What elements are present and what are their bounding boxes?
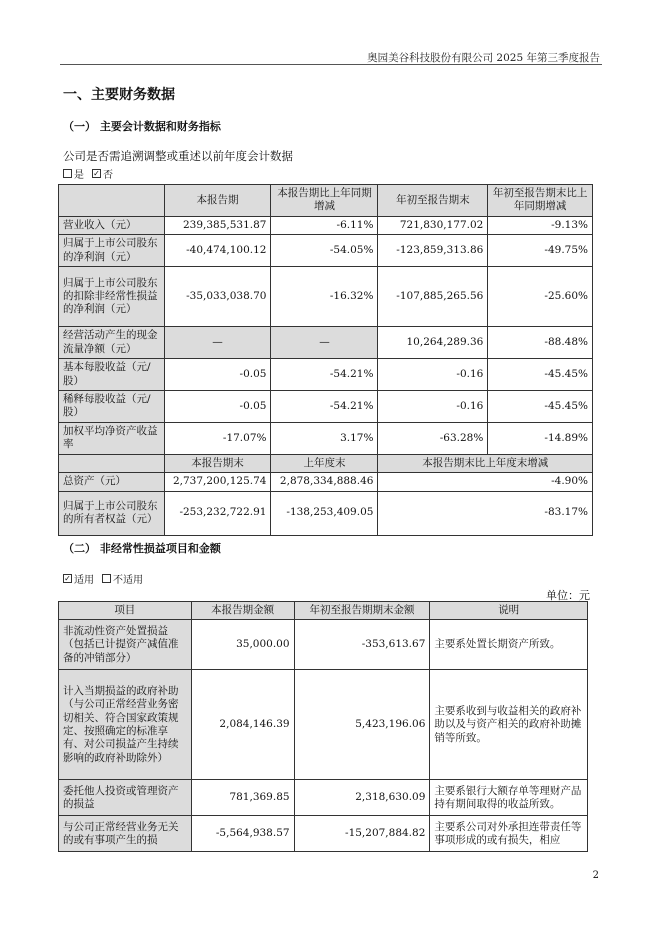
not-applies-checkbox[interactable] [102,574,111,583]
table-header-row [59,185,593,217]
section-title-financial-data: 一、主要财务数据 [63,87,175,103]
column-header: 上年度末 [271,454,378,472]
cell-value: -25.60% [488,267,593,327]
restatement-question: 公司是否需追溯调整或重述以前年度会计数据 [63,149,293,163]
table-row [59,422,593,454]
nonrecurring-items-table [58,601,588,852]
cell-value: -6.11% [271,216,378,234]
cell-value: -49.75% [488,235,593,267]
applicability-choice [63,571,143,586]
cell-value: -5,564,938.57 [191,816,294,852]
table-row [59,491,593,535]
table-row [59,473,593,491]
cell-value: -4.90% [378,473,593,491]
table-row [59,816,588,852]
restatement-choice [63,166,113,181]
table-row [59,670,588,780]
unit-label: 单位：元 [546,589,590,602]
table-row [59,359,593,391]
row-label: 与公司正常经营业务无关的或有事项产生的损 [59,816,192,852]
row-label: 非流动性资产处置损益（包括已计提资产减值准备的冲销部分） [59,620,192,670]
cell-value: -0.16 [378,390,488,422]
subsection-title-nonrecurring: （二） 非经常性损益项目和金额 [63,542,221,555]
not-applies-label: 不适用 [113,575,143,586]
column-header: 项目 [59,602,192,620]
cell-value: -54.21% [271,359,378,391]
row-label: 基本每股收益（元/股） [59,359,165,391]
cell-value: -17.07% [164,422,271,454]
row-label: 总资产（元） [59,473,165,491]
table-header-row [59,602,588,620]
applies-checkbox[interactable]: ✓ [64,574,71,583]
cell-value: -54.21% [271,390,378,422]
row-label: 归属于上市公司股东的扣除非经常性损益的净利润（元） [59,267,165,327]
applies-label: 适用 [74,575,94,586]
cell-value: 2,737,200,125.74 [164,473,271,491]
cell-value: -0.05 [164,359,271,391]
column-header: 本报告期比上年同期增减 [271,185,378,217]
column-header: 说明 [430,602,588,620]
restate-no-checkbox[interactable]: ✓ [93,169,100,178]
header-blank-cell [59,454,165,472]
row-label: 委托他人投资或管理资产的损益 [59,780,192,816]
cell-value: 781,369.85 [191,780,294,816]
cell-note: 主要系处置长期资产所致。 [430,620,588,670]
cell-value: -0.16 [378,359,488,391]
cell-value: -45.45% [488,359,593,391]
cell-value: -123,859,313.86 [378,235,488,267]
column-header: 本报告期 [164,185,271,217]
table-row [59,235,593,267]
column-header: 年初至报告期末 [378,185,488,217]
cell-value: -35,033,038.70 [164,267,271,327]
column-header: 年初至报告期期末金额 [294,602,430,620]
cell-value: -353,613.67 [294,620,430,670]
restate-no-label: 否 [103,170,113,181]
cell-value: -107,885,265.56 [378,267,488,327]
cell-value: -54.05% [271,235,378,267]
table-row [59,620,588,670]
cell-value: 3.17% [271,422,378,454]
column-header: 本报告期末 [164,454,271,472]
cell-value: — [164,327,271,359]
cell-value: -40,474,100.12 [164,235,271,267]
cell-value: 35,000.00 [191,620,294,670]
row-label: 计入当期损益的政府补助（与公司正常经营业务密切相关、符合国家政策规定、按照确定的标准享有、对公司损益产生持续影响的政府补助除外） [59,670,192,780]
table-row [59,780,588,816]
cell-note: 主要系公司对外承担连带责任等事项形成的或有损失，相应 [430,816,588,852]
table-subheader-row [59,454,593,472]
column-header: 年初至报告期末比上年同期增减 [488,185,593,217]
cell-value: 721,830,177.02 [378,216,488,234]
page-number: 2 [592,870,599,881]
column-header: 本报告期金额 [191,602,294,620]
row-label: 经营活动产生的现金流量净额（元） [59,327,165,359]
cell-value: -138,253,409.05 [271,491,378,535]
header-blank-cell [59,185,165,217]
cell-note: 主要系收到与收益相关的政府补助以及与资产相关的政府补助摊销等所致。 [430,670,588,780]
cell-value: -253,232,722.91 [164,491,271,535]
column-header: 本报告期末比上年度末增减 [378,454,593,472]
header-divider [60,64,602,65]
cell-value: -0.05 [164,390,271,422]
cell-value: -83.17% [378,491,593,535]
cell-value: 239,385,531.87 [164,216,271,234]
row-label: 归属于上市公司股东的所有者权益（元） [59,491,165,535]
restate-yes-label: 是 [74,170,84,181]
table-row [59,267,593,327]
cell-value: -14.89% [488,422,593,454]
row-label: 加权平均净资产收益率 [59,422,165,454]
cell-value: 5,423,196.06 [294,670,430,780]
cell-value: -45.45% [488,390,593,422]
cell-value: — [271,327,378,359]
table-row [59,390,593,422]
cell-value: -88.48% [488,327,593,359]
cell-value: 10,264,289.36 [378,327,488,359]
key-financial-table [58,184,593,536]
row-label: 稀释每股收益（元/股） [59,390,165,422]
row-label: 营业收入（元） [59,216,165,234]
row-label: 归属于上市公司股东的净利润（元） [59,235,165,267]
report-header-title: 奥园美谷科技股份有限公司 2025 年第三季度报告 [367,52,600,64]
table-row [59,216,593,234]
cell-value: -15,207,884.82 [294,816,430,852]
subsection-title-accounting-data: （一） 主要会计数据和财务指标 [63,120,221,133]
cell-value: 2,084,146.39 [191,670,294,780]
cell-note: 主要系银行大额存单等理财产品持有期间取得的收益所致。 [430,780,588,816]
cell-value: -63.28% [378,422,488,454]
table-row [59,327,593,359]
cell-value: -9.13% [488,216,593,234]
cell-value: -16.32% [271,267,378,327]
cell-value: 2,878,334,888.46 [271,473,378,491]
restate-yes-checkbox[interactable] [63,169,72,178]
cell-value: 2,318,630.09 [294,780,430,816]
